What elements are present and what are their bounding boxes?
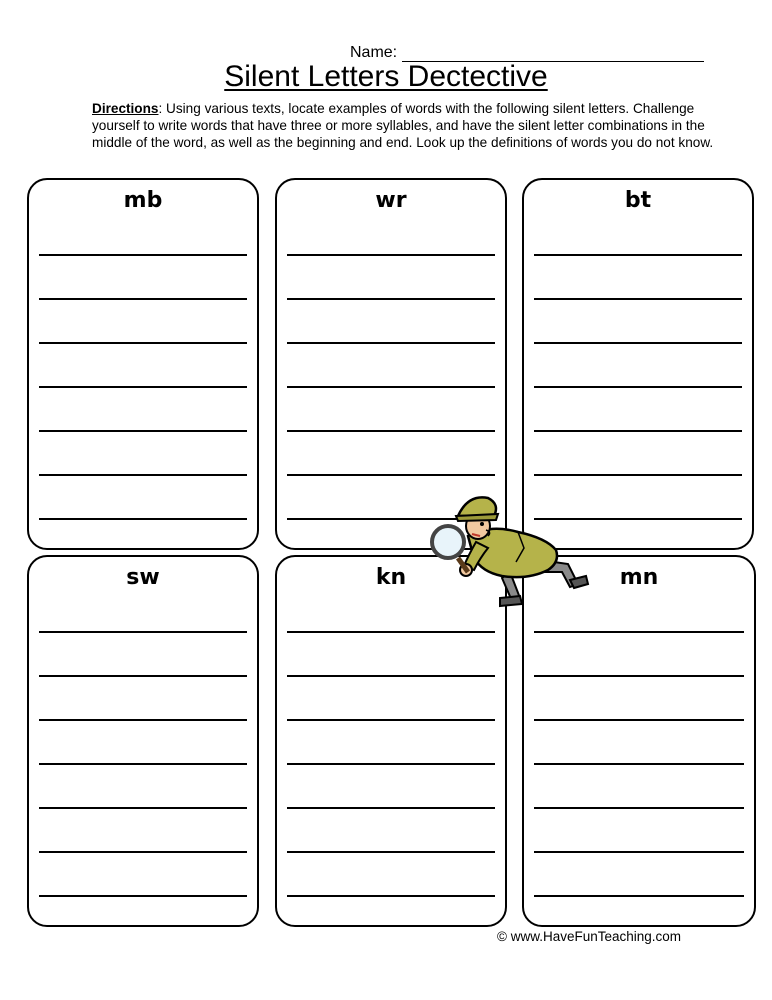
answer-line[interactable] bbox=[39, 518, 247, 520]
answer-line[interactable] bbox=[39, 298, 247, 300]
answer-line[interactable] bbox=[287, 386, 495, 388]
answer-line[interactable] bbox=[287, 631, 495, 633]
answer-line[interactable] bbox=[534, 298, 742, 300]
answer-line[interactable] bbox=[534, 807, 744, 809]
answer-line[interactable] bbox=[39, 474, 247, 476]
answer-line[interactable] bbox=[287, 430, 495, 432]
answer-line[interactable] bbox=[39, 631, 247, 633]
box-title-mb: mb bbox=[123, 188, 163, 213]
answer-line[interactable] bbox=[39, 895, 247, 897]
answer-line[interactable] bbox=[534, 631, 744, 633]
answer-line[interactable] bbox=[287, 474, 495, 476]
answer-line[interactable] bbox=[39, 386, 247, 388]
answer-line[interactable] bbox=[534, 474, 742, 476]
box-mb bbox=[27, 178, 259, 550]
answer-line[interactable] bbox=[39, 719, 247, 721]
name-label: Name: bbox=[350, 44, 398, 61]
box-sw bbox=[27, 555, 259, 927]
answer-line[interactable] bbox=[287, 763, 495, 765]
answer-line[interactable] bbox=[534, 386, 742, 388]
box-title-mn: mn bbox=[619, 565, 659, 590]
answer-line[interactable] bbox=[534, 430, 742, 432]
directions-label: Directions bbox=[92, 101, 159, 116]
answer-line[interactable] bbox=[39, 342, 247, 344]
directions bbox=[92, 101, 732, 151]
answer-line[interactable] bbox=[534, 342, 742, 344]
answer-line[interactable] bbox=[534, 895, 744, 897]
box-title-wr: wr bbox=[375, 188, 407, 213]
answer-line[interactable] bbox=[534, 851, 744, 853]
answer-line[interactable] bbox=[287, 342, 495, 344]
answer-line[interactable] bbox=[287, 895, 495, 897]
answer-line[interactable] bbox=[534, 254, 742, 256]
answer-line[interactable] bbox=[287, 675, 495, 677]
detective-icon bbox=[428, 488, 598, 613]
page-title: Silent Letters Dectective bbox=[224, 60, 548, 93]
answer-line[interactable] bbox=[534, 763, 744, 765]
directions-text: : Using various texts, locate examples of words with the following silent letters. Challenge yourself to write words that have three or more syllables, and have the silent letter combinations in the middle of the word, as well as the beginning and end. Look up the definitions of words you do not know. bbox=[92, 101, 714, 150]
box-title-kn: kn bbox=[375, 565, 407, 590]
answer-line[interactable] bbox=[287, 719, 495, 721]
answer-line[interactable] bbox=[287, 851, 495, 853]
answer-line[interactable] bbox=[39, 675, 247, 677]
answer-line[interactable] bbox=[39, 254, 247, 256]
copyright-footer: © www.HaveFunTeaching.com bbox=[497, 929, 682, 944]
answer-line[interactable] bbox=[39, 763, 247, 765]
answer-line[interactable] bbox=[39, 851, 247, 853]
answer-line[interactable] bbox=[39, 430, 247, 432]
answer-line[interactable] bbox=[287, 254, 495, 256]
answer-line[interactable] bbox=[534, 719, 744, 721]
answer-line[interactable] bbox=[534, 675, 744, 677]
box-title-sw: sw bbox=[126, 565, 160, 590]
answer-line[interactable] bbox=[39, 807, 247, 809]
answer-line[interactable] bbox=[287, 807, 495, 809]
answer-line[interactable] bbox=[287, 298, 495, 300]
box-title-bt: bt bbox=[624, 188, 652, 213]
